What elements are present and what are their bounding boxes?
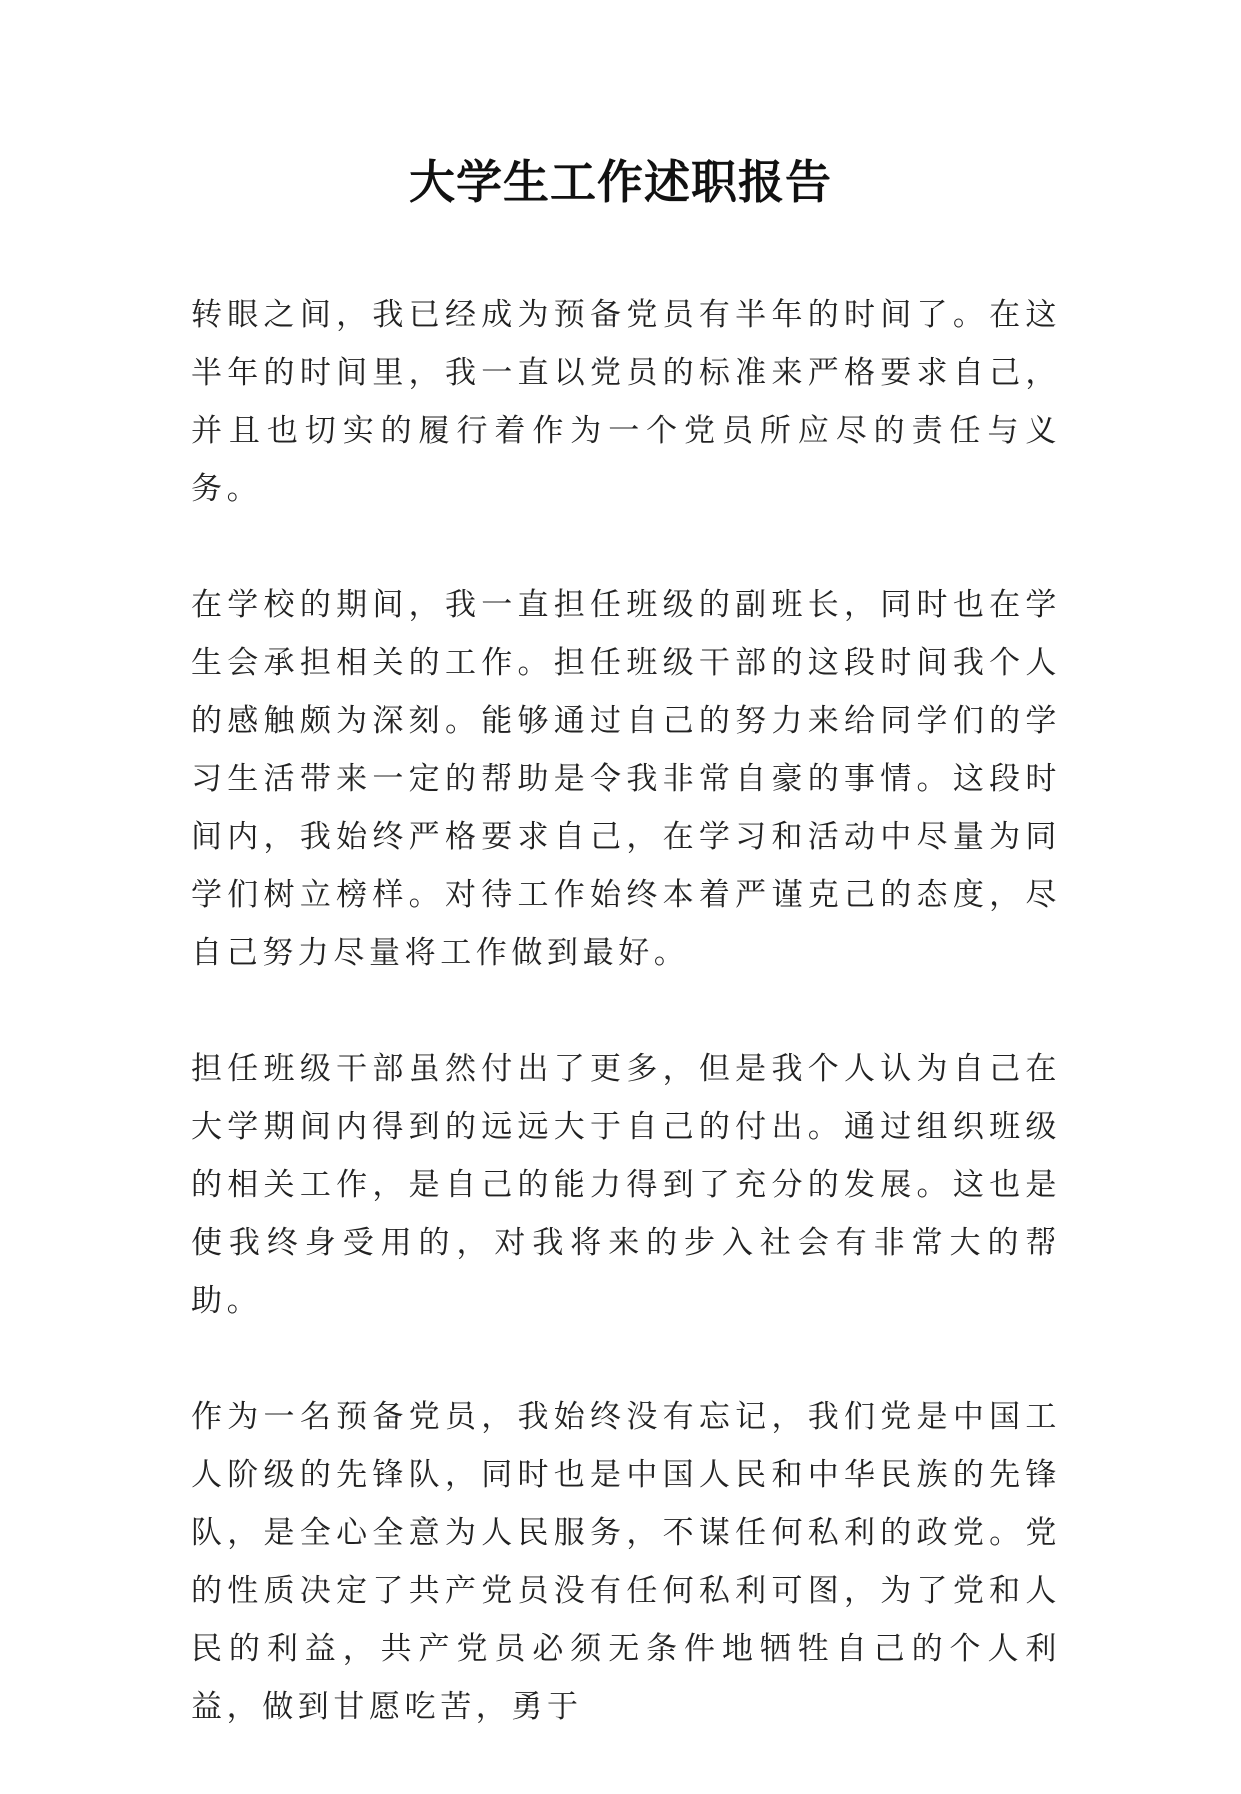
- document-body: [191, 286, 1061, 1794]
- paragraph-3: 担任班级干部虽然付出了更多，但是我个人认为自己在大学期间内得到的远远大于自己的付出。通过组织班级的相关工作，是自己的能力得到了充分的发展。这也是使我终身受用的，对我将来的步入社会有非常大的帮助。: [191, 1051, 1061, 1319]
- document-title: 大学生工作述职报告: [409, 155, 832, 209]
- paragraph-2: 在学校的期间，我一直担任班级的副班长，同时也在学生会承担相关的工作。担任班级干部的这段时间我个人的感触颇为深刻。能够通过自己的努力来给同学们的学习生活带来一定的帮助是令我非常自豪的事情。这段时间内，我始终严格要求自己，在学习和活动中尽量为同学们树立榜样。对待工作始终本着严谨克己的态度，尽自己努力尽量将工作做到最好。: [191, 587, 1061, 971]
- paragraph-1: 转眼之间，我已经成为预备党员有半年的时间了。在这半年的时间里，我一直以党员的标准来严格要求自己，并且也切实的履行着作为一个党员所应尽的责任与义务。: [191, 297, 1061, 507]
- paragraph-4: 作为一名预备党员，我始终没有忘记，我们党是中国工人阶级的先锋队，同时也是中国人民和中华民族的先锋队，是全心全意为人民服务，不谋任何私利的政党。党的性质决定了共产党员没有任何私利可图，为了党和人民的利益，共产党员必须无条件地牺牲自己的个人利益，做到甘愿吃苦，勇于: [191, 1399, 1061, 1725]
